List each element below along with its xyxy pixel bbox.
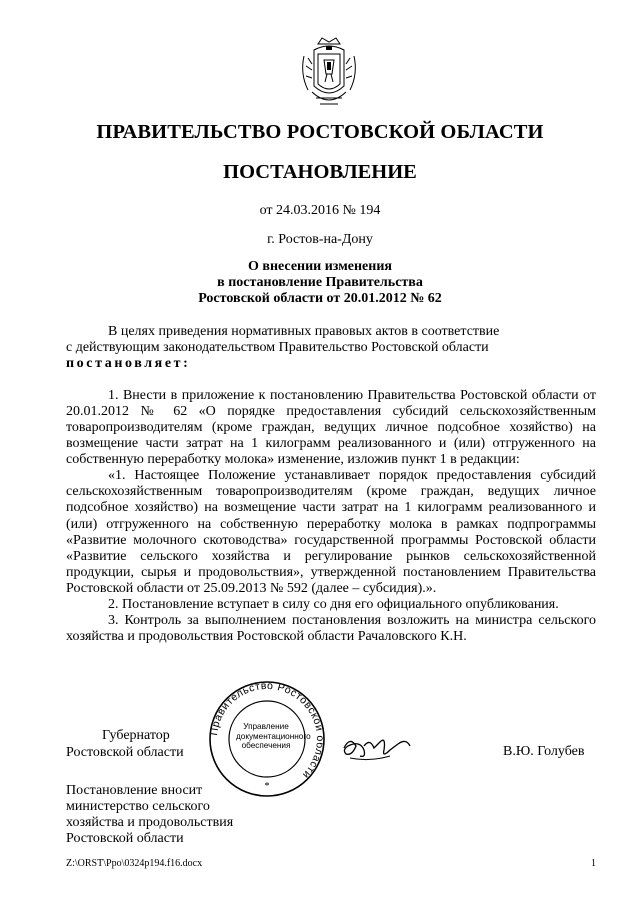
signatory-name: В.Ю. Голубев	[503, 744, 585, 759]
submitted-by-line: хозяйства и продовольствия	[66, 815, 234, 830]
submitted-by	[66, 783, 233, 847]
preamble-line: В целях приведения нормативных правовых актов в соответствие	[108, 324, 500, 339]
seal-ring-text: Правительство Ростовской области	[208, 680, 327, 782]
subject-line: в постановление Правительства	[217, 275, 423, 290]
footer-page-number: 1	[591, 858, 596, 869]
seal-star-icon: *	[264, 781, 270, 792]
document-date-number: от 24.03.2016 № 194	[259, 203, 381, 218]
item-1: 1. Внести в приложение к постановлению Правительства Ростовской области от 20.01.2012 № 62 «О порядке предоставления субсидий сельскохозяйственным товаропроизводителям (кроме граждан, ведущих личное подсобное хозяйство) на возмещение части затрат на 1 килограмм реализованного и (или) отгруженного на собственную переработку молока» изменение, изложив пункт 1 в редакции:	[66, 388, 596, 468]
coat-of-arms-icon	[296, 34, 362, 116]
handwritten-signature	[340, 728, 420, 764]
document-subject	[0, 259, 640, 307]
seal-inner-line: обеспечения	[241, 741, 291, 750]
signatory-title-line: Ростовской области	[66, 745, 184, 760]
item-1-quote: «1. Настоящее Положение устанавливает порядок предоставления субсидий сельскохозяйственным товаропроизводителям (кроме граждан, ведущих личное подсобное хозяйство) на возмещение части затрат на 1 килограмм реализованного и (или) отгруженного на собственную переработку молока в рамках подпрограммы «Развитие молочного скотоводства» государственной программы Ростовской области «Развитие сельского хозяйства и регулирование рынков сельскохозяйственной продукции, сырья и продовольствия», утвержденной постановлением Правительства Ростовской области от 25.09.2013 № 592 (далее – субсидия).».	[66, 468, 596, 596]
decree-word	[66, 356, 596, 372]
seal-inner-line: Управление	[243, 722, 289, 731]
government-title: ПРАВИТЕЛЬСТВО РОСТОВСКОЙ ОБЛАСТИ	[96, 121, 544, 143]
seal-inner-line: документационного	[236, 731, 311, 741]
subject-line: О внесении изменения	[248, 259, 392, 274]
subject-line: Ростовской области от 20.01.2012 № 62	[198, 291, 442, 306]
document-body	[66, 324, 596, 645]
signatory-title-line: Губернатор	[102, 728, 170, 743]
footer-file-path: Z:\ORST\Ppo\0324p194.f16.docx	[66, 858, 203, 869]
document-type: ПОСТАНОВЛЕНИЕ	[223, 161, 417, 183]
submitted-by-line: Постановление вносит	[66, 783, 203, 798]
submitted-by-line: Ростовской области	[66, 831, 184, 846]
preamble-line: с действующим законодательством Правительство Ростовской области	[66, 340, 489, 356]
decree-word-text: постановляет:	[66, 356, 191, 372]
seal-inner-label	[236, 722, 311, 751]
submitted-by-line: министерство сельского	[66, 799, 210, 814]
item-2: 2. Постановление вступает в силу со дня его официального опубликования.	[108, 596, 559, 612]
document-city: г. Ростов-на-Дону	[267, 232, 373, 247]
item-3: 3. Контроль за выполнением постановления возложить на министра сельского хозяйства и продовольствия Ростовской области Рачаловского К.Н.	[66, 612, 596, 644]
signatory-title	[66, 727, 184, 761]
